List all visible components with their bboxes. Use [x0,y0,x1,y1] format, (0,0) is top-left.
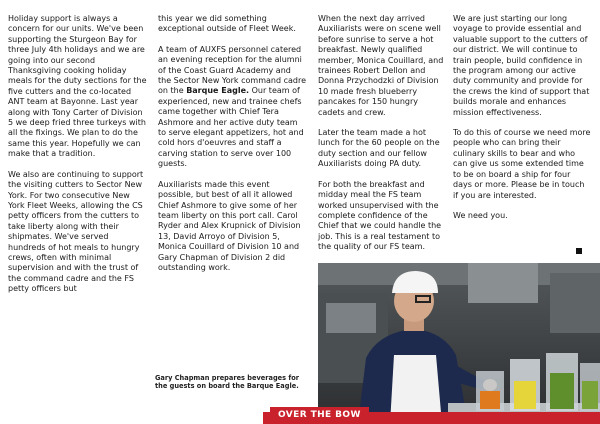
photo-of-chef-preparing-beverages-icon [318,263,600,424]
section-label: OVER THE BOW [270,407,369,424]
paragraph: When the next day arrived Auxiliarists were on scene well before sunrise to serve a hot breakfast. Newly qualified member, Monica Couillard, and trainees Robert Dellon and Donna Przychodzki of Division 10 made fresh blueberry pancakes for 150 hungry cadets and crew. [318,14,444,117]
paragraph: We also are continuing to support the visiting cutters to Sector New York. For two consecutive New York Fleet Weeks, allowing the CS petty officers from the cutters to take liberty along with their shipmates. We've served hundreds of hot meals to hungry crews, often with minimal supervision and with the trust of the command cadre and the FS petty officers but [8,169,144,294]
paragraph: We are just starting our long voyage to provide essential and valuable support to the cutters of our district. We will continue to train people, build confidence in the program among our active duty community and provide for the crews the kind of support that builds morale and enhances mission effectiveness. [453,14,590,117]
paragraph: We need you. [453,210,508,220]
article-column-3 [318,14,446,263]
paragraph: Auxiliarists made this event possible, but best of all it allowed Chief Ashmore to give some of her team liberty on this port call. Carol Ryder and Alex Krupnick of Division 13, David Arroyo of Division 5, Monica Couillard of Division 10 and Gary Chapman of Division 2 did outstanding work. [158,179,301,272]
article-column-1 [8,14,148,305]
text-span: A team of AUXFS personnel catered an evening reception for the alumni of the Coast Guard Academy and the Sector New York command cadre on the [158,44,306,96]
article-column-2 [158,14,306,283]
article-column-4 [453,14,591,231]
ship-name: Barque Eagle. [186,86,250,96]
paragraph [158,45,306,170]
paragraph: this year we did something exceptional outside of Fleet Week. [158,14,296,34]
paragraph: To do this of course we need more people who can bring their culinary skills to bear and who can give us some extended time to be on board a ship for four days or more. Please be in touch if you are interested. [453,128,591,200]
paragraph: For both the breakfast and midday meal the FS team worked unsupervised with the complete confidence of the Chief that we could handle the job. This is a real testament to the quality of our FS team. [318,179,442,252]
text-span: Our team of experienced, new and trainee chefs came together with Chief Tera Ashmore and her active duty team to serve elegant appetizers, hot and cold hors d'oeuvres and staff a carving station to serve over 100 guests. [158,86,304,169]
photo-caption: Gary Chapman prepares beverages for the guests on board the Barque Eagle. [155,374,300,391]
paragraph: Later the team made a hot lunch for the 60 people on the duty section and our fellow Auxiliarists doing PA duty. [318,128,440,169]
article-photo [318,263,600,424]
end-of-article-icon [576,248,582,254]
paragraph: Holiday support is always a concern for our units. We've been supporting the Sturgeon Bay for three July 4th holidays and we are going into our second Thanksgiving cooking holiday meals for the duty sections for the five cutters and the co-located ANT team at Bayonne. Last year along with Tony Carter of Division 5 we deep fried three turkeys with all the fixings. We plan to do the same this year. Hopefully we can make that a tradition. [8,14,147,159]
